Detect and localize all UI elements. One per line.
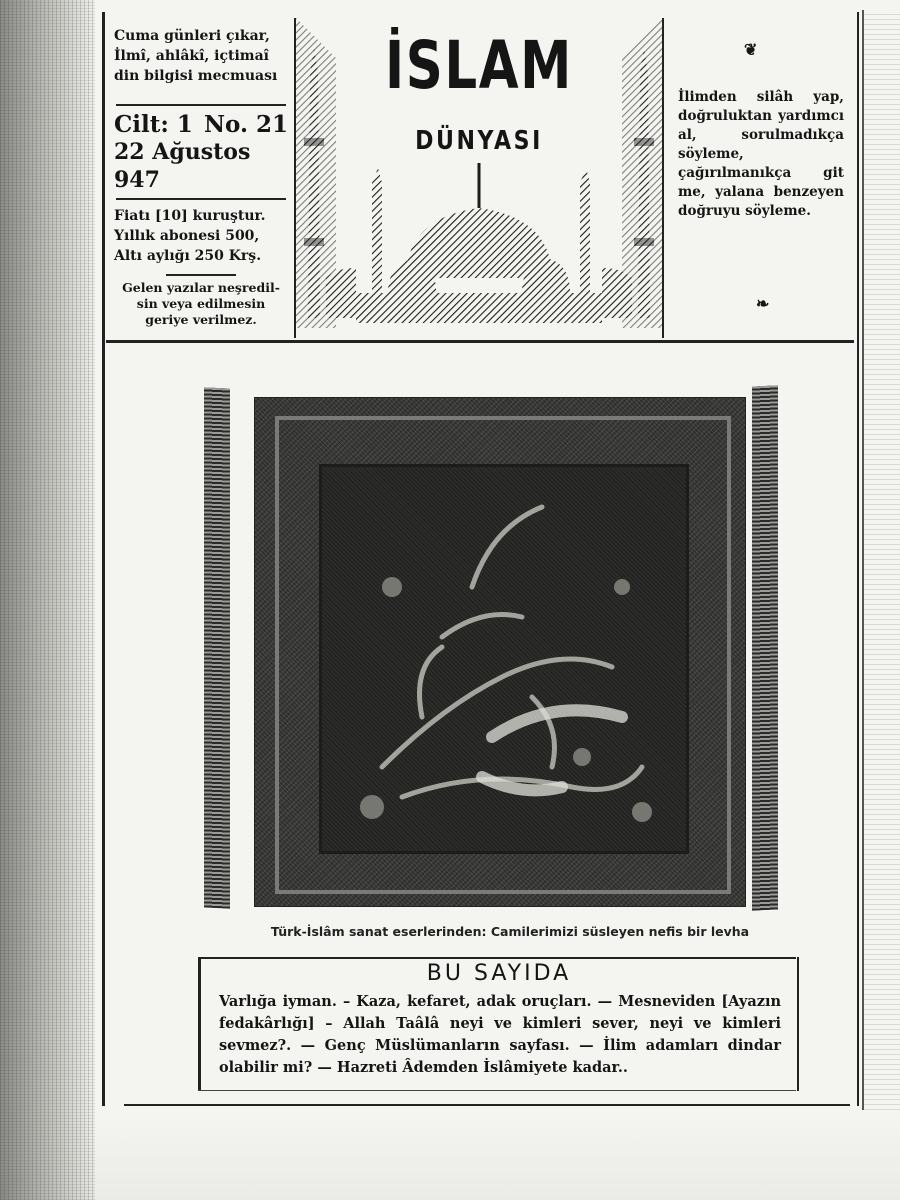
header-info-column (108, 18, 296, 338)
volume: Cilt: 1 (114, 111, 193, 138)
image-caption: Türk-İslâm sanat eserlerinden: Camilerimizi süsleyen nefis bir levha (270, 924, 750, 939)
contents-title: BU SAYIDA (426, 961, 572, 986)
scan-left-margin (0, 0, 95, 1200)
publication-schedule: Cuma günleri çıkar, İlmî, ahlâkî, içtimaî din bilgisi mecmuası (114, 28, 278, 84)
contents-bottom-rule (198, 1090, 796, 1091)
contents-box (198, 957, 799, 1091)
scan-right-edge (862, 10, 900, 1110)
header-divider (106, 340, 854, 343)
motto-column (664, 18, 852, 338)
contents-list: Varlığa iyman. – Kaza, kefaret, adak oruçları. — Mesneviden [Ayazın fedakârlığı] – Allah Taâlâ neyi ve kimleri sever, neyi ve kimleri sevmez?. — Genç Müslümanların sayfası. — İlim adamları dindar olabilir mi? — Hazreti Âdemden İslâmiyete kadar.. (219, 993, 781, 1076)
ornament-icon: ❦ (744, 40, 758, 59)
calligraphy-panel-image (254, 397, 746, 907)
price-info: Fiatı [10] kuruştur. Yıllık abonesi 500, Altı aylığı 250 Krş. (114, 208, 266, 264)
submission-notice: Gelen yazılar neşredil-sin veya edilmesin geriye verilmez. (122, 280, 280, 327)
side-panel-left (204, 387, 230, 908)
ornament-icon: ❧ (756, 294, 770, 313)
scan-bottom-margin (0, 1115, 900, 1200)
masthead-subtitle: DÜNYASI (415, 126, 543, 156)
calligraphy-icon (322, 467, 686, 851)
masthead-column (296, 18, 664, 338)
side-panel-right (752, 385, 778, 910)
short-divider (166, 274, 236, 276)
masthead-title: İSLAM (385, 27, 573, 104)
artwork-inner-panel (319, 464, 689, 854)
issue-date: 22 Ağustos 947 (114, 139, 251, 193)
issue-number: No. 21 (204, 111, 288, 138)
volume-number-row (114, 106, 288, 138)
motto-text: İlimden silâh yap, doğruluktan yardımcı al, sorulmadıkça söyleme, çağırılmanıkça git me, yalana benzeyen doğruyu söyleme. (678, 89, 844, 219)
page-bottom-rule (124, 1104, 850, 1106)
